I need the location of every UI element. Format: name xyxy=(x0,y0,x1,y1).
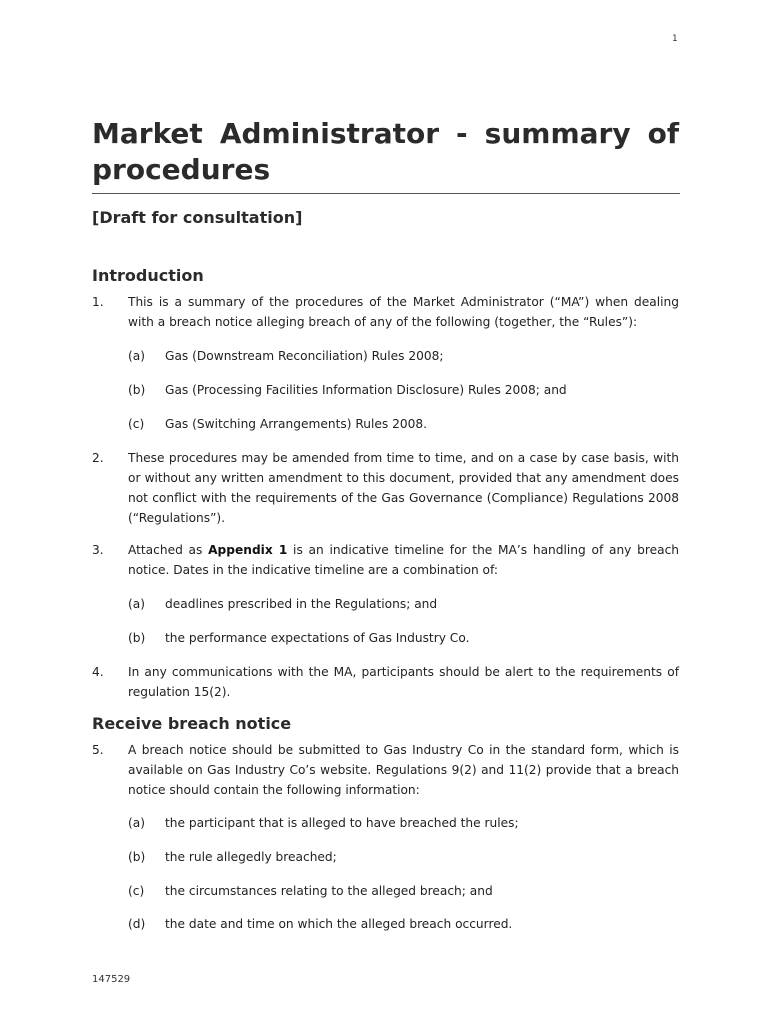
list-item-text: the participant that is alleged to have breached the rules; xyxy=(165,816,519,830)
list-item xyxy=(128,628,678,648)
paragraph-text xyxy=(128,540,679,580)
list-item-label: (a) xyxy=(128,349,145,363)
title-divider xyxy=(92,193,680,194)
list-item-text: Gas (Downstream Reconciliation) Rules 2008; xyxy=(165,349,444,363)
paragraph-3 xyxy=(92,540,679,580)
paragraph-text: A breach notice should be submitted to Gas Industry Co in the standard form, which is available on Gas Industry Co’s website. Regulations 9(2) and 11(2) provide that a breach notice should contain the following information: xyxy=(128,743,679,797)
paragraph-text: These procedures may be amended from time to time, and on a case by case basis, with or without any written amendment to this document, provided that any amendment does not conflict with the requirements of the Gas Governance (Compliance) Regulations 2008 (“Regulations”). xyxy=(128,451,679,525)
paragraph-text-lead: Attached as xyxy=(128,543,209,557)
paragraph-number: 3. xyxy=(92,543,104,557)
appendix-reference: Appendix 1 xyxy=(208,543,288,557)
list-item-label: (d) xyxy=(128,917,146,931)
list-item-label: (b) xyxy=(128,383,146,397)
paragraph-4 xyxy=(92,662,679,702)
paragraph-text: This is a summary of the procedures of the Market Administrator (“MA”) when dealing with a breach notice alleging breach of any of the following (together, the “Rules”): xyxy=(128,295,679,329)
document-title: Market Administrator - summary of procedures xyxy=(92,117,679,186)
list-item-text: Gas (Processing Facilities Information Disclosure) Rules 2008; and xyxy=(165,383,567,397)
list-item xyxy=(128,813,678,833)
list-item xyxy=(128,847,678,867)
list-item-text: the rule allegedly breached; xyxy=(165,850,337,864)
list-item-text: deadlines prescribed in the Regulations; and xyxy=(165,597,438,611)
paragraph-2 xyxy=(92,448,679,528)
paragraph-number: 1. xyxy=(92,295,104,309)
paragraph-number: 4. xyxy=(92,665,104,679)
list-item-label: (a) xyxy=(128,816,145,830)
list-item xyxy=(128,914,678,934)
list-item-text: the date and time on which the alleged breach occurred. xyxy=(165,917,513,931)
paragraph-5 xyxy=(92,740,679,800)
draft-note: [Draft for consultation] xyxy=(92,208,303,227)
list-item-label: (c) xyxy=(128,417,145,431)
list-item-label: (b) xyxy=(128,631,146,645)
list-item-label: (a) xyxy=(128,597,145,611)
list-item-label: (b) xyxy=(128,850,146,864)
section-heading-receive-breach-notice: Receive breach notice xyxy=(92,714,292,733)
list-item xyxy=(128,346,678,366)
paragraph-1 xyxy=(92,292,679,332)
list-item-text: the performance expectations of Gas Industry Co. xyxy=(165,631,470,645)
list-item xyxy=(128,594,678,614)
list-item-text: Gas (Switching Arrangements) Rules 2008. xyxy=(165,417,427,431)
list-item-text: the circumstances relating to the alleged breach; and xyxy=(165,884,493,898)
list-item xyxy=(128,881,678,901)
list-item xyxy=(128,380,678,400)
list-item xyxy=(128,414,678,434)
section-heading-introduction: Introduction xyxy=(92,266,204,285)
document-id-footer: 147529 xyxy=(92,974,131,985)
page-number: 1 xyxy=(672,34,678,44)
list-item-label: (c) xyxy=(128,884,145,898)
paragraph-number: 5. xyxy=(92,743,104,757)
paragraph-number: 2. xyxy=(92,451,104,465)
paragraph-text-rest: is an indicative timeline for the MA’s handling of any breach notice. Dates in the indicative timeline are a combination of: xyxy=(128,543,680,577)
paragraph-text: In any communications with the MA, participants should be alert to the requirements of regulation 15(2). xyxy=(128,665,679,699)
